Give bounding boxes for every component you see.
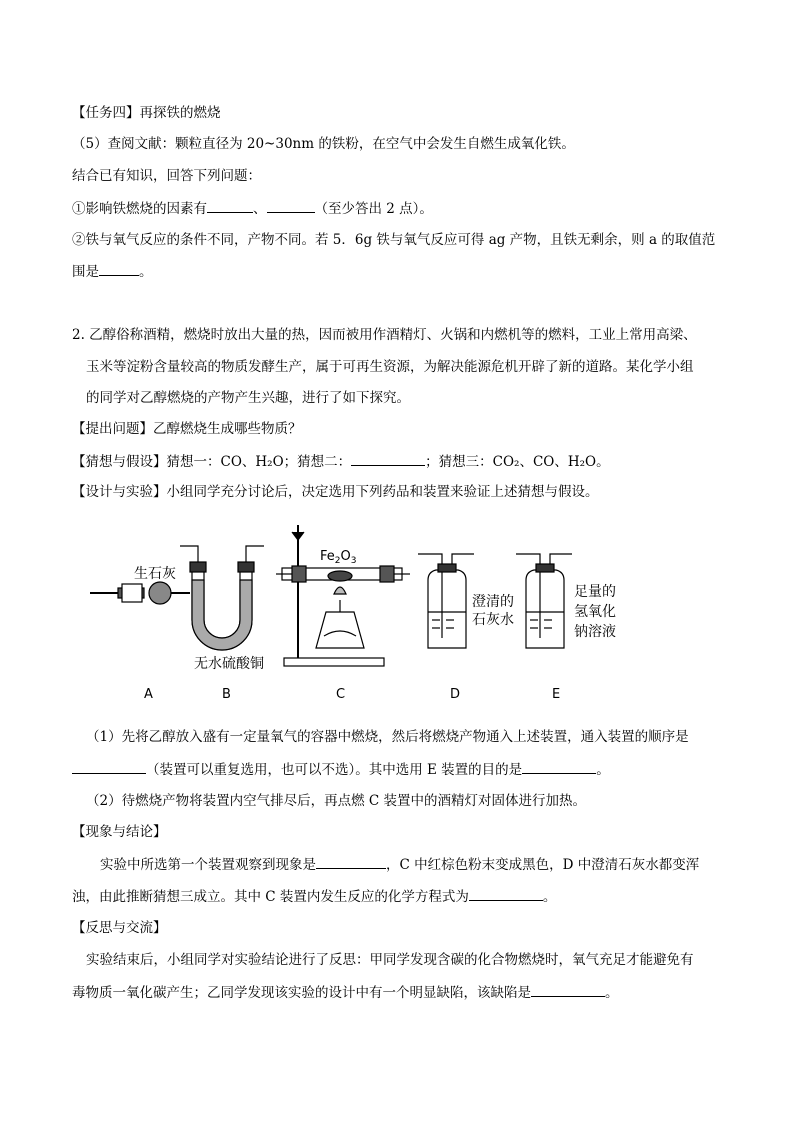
device-d-wash-bottle: [418, 554, 474, 648]
device-c-combustion-tube: [276, 525, 410, 666]
label-quicklime: 生石灰: [134, 566, 176, 582]
problem2-s2: （2）待燃烧产物将装置内空气排尽后，再点燃 C 装置中的酒精灯对固体进行加热。: [86, 793, 586, 809]
apparatus-figure: [80, 520, 680, 710]
problem2-question: 【提出问题】乙醇燃烧生成哪些物质？: [72, 421, 302, 437]
device-a-drying-tube: [90, 582, 190, 604]
q1-text-c: （至少答出 2 点）。: [314, 201, 433, 217]
answer-blank[interactable]: [469, 886, 543, 901]
phen-text-a: 实验中所选第一个装置观察到现象是: [100, 857, 316, 873]
task4-intro: 结合已有知识，回答下列问题：: [72, 168, 261, 184]
task4-q2-line1: ②铁与氧气反应的条件不同，产物不同。若 5．6g 铁与氧气反应可得 ag 产物，且铁无剩余，则 a 的取值范: [72, 232, 716, 248]
answer-blank[interactable]: [72, 759, 146, 774]
reflection-heading: 【反思与交流】: [72, 920, 167, 936]
answer-blank[interactable]: [99, 261, 139, 276]
q1-text-a: ①影响铁燃烧的因素有: [72, 201, 207, 217]
label-cuso4: 无水硫酸铜: [194, 656, 264, 672]
device-label-d: D: [450, 687, 461, 702]
label-naoh-line1: 足量的: [574, 584, 616, 600]
hyp-text-b: ；猜想三：CO₂、CO、H₂O。: [425, 454, 610, 470]
label-fe2o3: $Fe_2O_3$: [320, 549, 357, 566]
label-limewater-line2: 石灰水: [472, 612, 514, 628]
label-limewater-line1: 澄清的: [472, 594, 514, 610]
problem2-design: 【设计与实验】小组同学充分讨论后，决定选用下列药品和装置来验证上述猜想与假设。: [72, 484, 599, 500]
problem2-s1-line2: [72, 759, 610, 780]
reflection-line2: [72, 982, 619, 1003]
reflection-line1: 实验结束后，小组同学对实验结论进行了反思：甲同学发现含碳的化合物燃烧时，氧气充足才能避免有: [86, 952, 694, 968]
refl-text-b: 毒物质一氧化碳产生；乙同学发现该实验的设计中有一个明显缺陷，该缺陷是: [72, 985, 531, 1001]
problem2-s1-line1: （1）先将乙醇放入盛有一定量氧气的容器中燃烧，然后将燃烧产物通入上述装置，通入装置的顺序是: [86, 729, 689, 745]
q2-text-b: 围是: [72, 264, 99, 280]
answer-blank[interactable]: [522, 759, 596, 774]
answer-blank[interactable]: [207, 198, 253, 213]
task4-q1: [72, 198, 433, 219]
q2-text-c: 。: [139, 264, 153, 280]
device-label-b: B: [222, 687, 231, 702]
problem2-para-line3: 的同学对乙醇燃烧的产物产生兴趣，进行了如下探究。: [86, 390, 410, 406]
device-b-u-tube: [180, 546, 264, 650]
answer-blank[interactable]: [351, 451, 425, 466]
s1-text-c: 。: [596, 762, 610, 778]
label-naoh-line3: 钠溶液: [574, 624, 616, 640]
label-naoh-line2: 氢氧化: [574, 604, 616, 620]
device-label-a: A: [144, 687, 153, 702]
refl-text-c: 。: [605, 985, 619, 1001]
device-label-e: E: [552, 687, 561, 702]
phenomena-heading: 【现象与结论】: [72, 824, 167, 840]
s1-text-b: （装置可以重复选用，也可以不选）。其中选用 E 装置的目的是: [146, 762, 523, 778]
problem2-para-line2: 玉米等淀粉含量较高的物质发酵生产，属于可再生资源，为解决能源危机开辟了新的道路。某化学小组: [86, 359, 694, 375]
problem2-para-line1: 2. 乙醇俗称酒精，燃烧时放出大量的热，因而被用作酒精灯、火锅和内燃机等的燃料，工业上常用高梁、: [72, 327, 697, 343]
task4-q5: （5）查阅文献：颗粒直径为 20~30nm 的铁粉，在空气中会发生自燃生成氧化铁。: [72, 136, 575, 152]
task4-heading: 【任务四】再探铁的燃烧: [72, 105, 221, 121]
answer-blank[interactable]: [316, 854, 386, 869]
phenomena-line1: [100, 854, 699, 875]
phen-text-d: 。: [542, 889, 557, 905]
device-label-c: C: [336, 687, 346, 702]
device-e-wash-bottle: [516, 554, 572, 648]
phen-text-b: ，C 中红棕色粉末变成黑色，D 中澄清石灰水都变浑: [386, 857, 700, 873]
phenomena-line2: [72, 886, 556, 907]
answer-blank[interactable]: [267, 198, 315, 213]
problem2-hypothesis: [72, 451, 610, 472]
phen-text-c: 浊，由此推断猜想三成立。其中 C 装置内发生反应的化学方程式为: [72, 889, 469, 905]
answer-blank[interactable]: [531, 982, 605, 997]
q1-text-b: 、: [253, 201, 267, 217]
task4-q2-line2: [72, 261, 153, 282]
hyp-text-a: 【猜想与假设】猜想一：CO、H₂O；猜想二：: [72, 454, 352, 470]
